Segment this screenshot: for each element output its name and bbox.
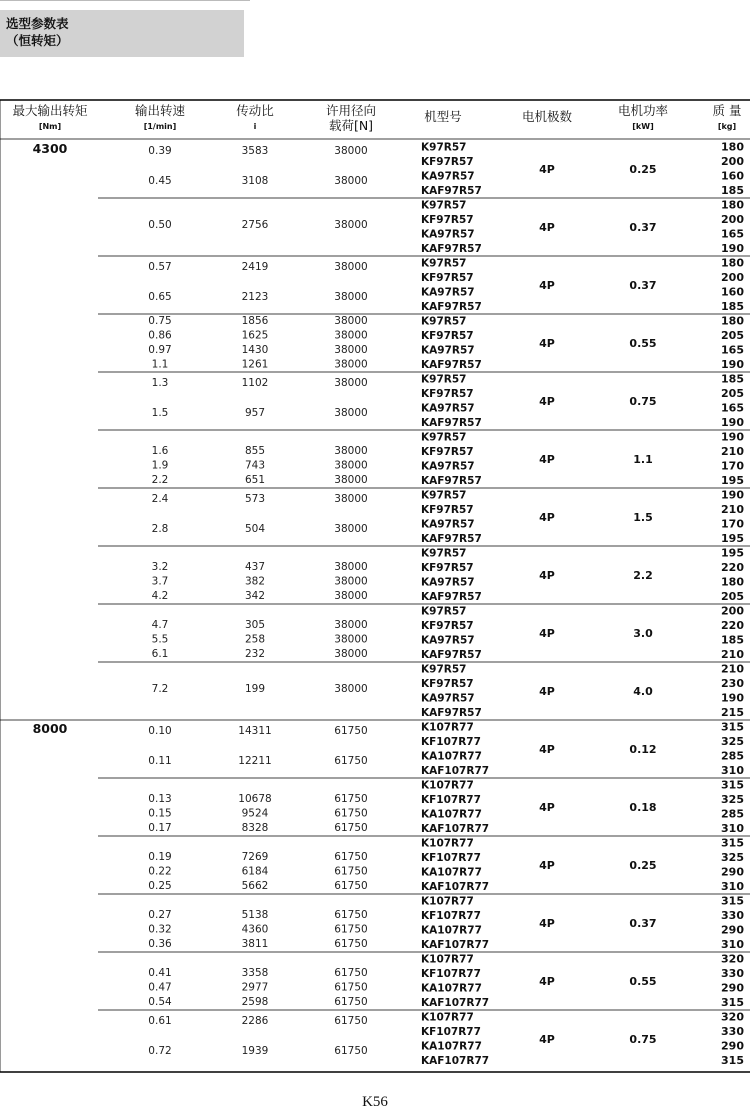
header-load: 许用径向 [325, 103, 377, 118]
radial-load: 61750 [334, 725, 368, 737]
radial-load: 38000 [334, 329, 368, 342]
header-load-line2: 载荷[N] [328, 118, 374, 133]
model-number: KAF107R77 [421, 765, 490, 777]
gear-ratio: 573 [244, 493, 266, 505]
gear-ratio: 957 [244, 407, 266, 419]
mass-value: 190 [721, 691, 744, 705]
gear-ratio: 651 [244, 474, 266, 486]
motor-power: 1.5 [633, 511, 653, 524]
motor-power: 0.75 [629, 1033, 657, 1046]
gear-ratio: 2598 [241, 996, 269, 1008]
output-speed: 4.2 [151, 590, 169, 602]
gear-ratio: 199 [244, 683, 266, 695]
model-number: K107R77 [421, 895, 474, 908]
radial-load: 61750 [334, 822, 368, 834]
output-speed: 0.47 [148, 981, 172, 994]
motor-poles: 4P [539, 569, 555, 582]
parameter-table [0, 99, 750, 1074]
radial-load: 61750 [334, 938, 368, 950]
mass-value: 185 [721, 184, 744, 197]
output-speed: 1.3 [151, 377, 169, 389]
motor-poles: 4P [539, 221, 555, 234]
gear-ratio: 1625 [241, 329, 269, 342]
output-speed: 0.36 [148, 938, 172, 950]
model-number: KA97R57 [421, 518, 475, 531]
model-number: K107R77 [421, 1011, 474, 1024]
radial-load: 61750 [334, 981, 368, 994]
mass-value: 315 [721, 778, 744, 792]
motor-power: 0.25 [629, 859, 657, 872]
gear-ratio: 5662 [241, 880, 269, 892]
gear-ratio: 743 [244, 459, 266, 472]
output-speed: 0.22 [148, 865, 172, 878]
gear-ratio: 855 [244, 445, 266, 457]
header-ratio-unit: i [253, 122, 257, 131]
radial-load: 38000 [334, 459, 368, 472]
output-speed: 0.39 [148, 145, 172, 157]
output-speed: 1.1 [151, 358, 169, 371]
model-number: KA97R57 [421, 344, 475, 357]
model-number: KAF97R57 [421, 301, 482, 313]
mass-value: 330 [721, 909, 744, 922]
model-number: KF107R77 [421, 794, 481, 806]
motor-poles: 4P [539, 627, 555, 640]
model-number: KF97R57 [421, 678, 474, 690]
model-number: KA97R57 [421, 460, 475, 473]
output-speed: 3.2 [151, 561, 169, 573]
output-speed: 0.86 [148, 329, 172, 342]
mass-value: 285 [721, 807, 744, 821]
mass-value: 165 [721, 227, 744, 241]
output-speed: 0.72 [148, 1045, 172, 1057]
model-number: K97R57 [421, 489, 467, 502]
radial-load: 38000 [334, 633, 368, 646]
motor-power: 0.55 [629, 975, 657, 988]
output-speed: 7.2 [151, 683, 169, 695]
mass-value: 210 [721, 648, 744, 661]
mass-value: 190 [721, 358, 744, 371]
motor-poles: 4P [539, 395, 555, 408]
mass-value: 310 [721, 938, 744, 951]
mass-value: 290 [721, 1039, 744, 1053]
mass-value: 195 [721, 532, 744, 545]
motor-poles: 4P [539, 1033, 555, 1046]
motor-poles: 4P [539, 685, 555, 698]
mass-value: 310 [721, 880, 744, 893]
mass-value: 165 [721, 401, 744, 415]
output-speed: 0.13 [148, 793, 172, 805]
motor-poles: 4P [539, 511, 555, 524]
output-speed: 6.1 [151, 648, 169, 660]
model-number: KA107R77 [421, 924, 482, 937]
gear-ratio: 6184 [241, 865, 269, 878]
output-speed: 0.19 [148, 851, 172, 863]
model-number: KAF107R77 [421, 997, 490, 1009]
motor-power: 0.18 [629, 801, 657, 814]
radial-load: 38000 [334, 619, 368, 631]
mass-value: 320 [721, 1010, 744, 1024]
radial-load: 61750 [334, 851, 368, 863]
mass-value: 290 [721, 865, 744, 879]
model-number: KAF97R57 [421, 475, 482, 487]
model-number: K97R57 [421, 315, 467, 328]
mass-value: 180 [721, 314, 744, 328]
gear-ratio: 9524 [241, 807, 269, 820]
model-number: KA97R57 [421, 692, 475, 705]
model-number: KF97R57 [421, 620, 474, 632]
motor-poles: 4P [539, 163, 555, 176]
header-mass: 质 量 [712, 103, 742, 118]
radial-load: 38000 [334, 175, 368, 187]
header-speed-unit: [1/min] [143, 122, 177, 131]
radial-load: 38000 [334, 291, 368, 303]
motor-power: 0.75 [629, 395, 657, 408]
mass-value: 200 [721, 155, 744, 168]
output-speed: 0.10 [148, 725, 172, 737]
mass-value: 205 [721, 590, 744, 603]
motor-poles: 4P [539, 975, 555, 988]
model-number: KF107R77 [421, 910, 481, 922]
motor-power: 3.0 [633, 627, 653, 640]
model-number: KAF107R77 [421, 1055, 490, 1067]
mass-value: 190 [721, 430, 744, 444]
top-rule [0, 0, 250, 1]
motor-poles: 4P [539, 743, 555, 756]
radial-load: 38000 [334, 407, 368, 419]
model-number: KAF97R57 [421, 359, 482, 371]
model-number: K97R57 [421, 605, 467, 618]
gear-ratio: 4360 [241, 923, 269, 936]
motor-power: 2.2 [633, 569, 653, 582]
output-speed: 0.41 [148, 967, 172, 979]
motor-poles: 4P [539, 801, 555, 814]
gear-ratio: 437 [244, 561, 266, 573]
model-number: K107R77 [421, 779, 474, 792]
gear-ratio: 12211 [238, 755, 272, 767]
radial-load: 38000 [334, 358, 368, 371]
gear-ratio: 2756 [241, 219, 269, 231]
model-number: KAF97R57 [421, 185, 482, 197]
header-model: 机型号 [424, 109, 462, 124]
gear-ratio: 2419 [241, 261, 269, 273]
model-number: KAF97R57 [421, 533, 482, 545]
mass-value: 315 [721, 1054, 744, 1067]
radial-load: 38000 [334, 474, 368, 486]
radial-load: 38000 [334, 648, 368, 660]
max-torque-value: 4300 [32, 141, 68, 156]
mass-value: 290 [721, 981, 744, 995]
radial-load: 38000 [334, 493, 368, 505]
radial-load: 61750 [334, 1045, 368, 1057]
model-number: KAF97R57 [421, 243, 482, 255]
mass-value: 285 [721, 749, 744, 763]
header-power-unit: [kW] [632, 122, 654, 131]
header-torque-unit: [Nm] [38, 122, 62, 131]
model-number: KAF107R77 [421, 939, 490, 951]
radial-load: 38000 [334, 445, 368, 457]
gear-ratio: 1261 [241, 358, 269, 371]
radial-load: 38000 [334, 561, 368, 573]
output-speed: 4.7 [151, 619, 169, 631]
title-box [0, 10, 244, 57]
mass-value: 195 [721, 546, 744, 560]
motor-power: 0.25 [629, 163, 657, 176]
mass-value: 210 [721, 503, 744, 516]
header-poles: 电机极数 [521, 109, 573, 124]
mass-value: 215 [721, 706, 744, 719]
model-number: KAF97R57 [421, 417, 482, 429]
gear-ratio: 1430 [241, 344, 269, 356]
mass-value: 185 [721, 633, 744, 647]
model-number: KA107R77 [421, 982, 482, 995]
mass-value: 180 [721, 575, 744, 589]
motor-poles: 4P [539, 337, 555, 350]
mass-value: 330 [721, 967, 744, 980]
radial-load: 61750 [334, 923, 368, 936]
output-speed: 0.61 [148, 1015, 172, 1027]
model-number: K107R77 [421, 721, 474, 734]
mass-value: 310 [721, 764, 744, 777]
model-number: K97R57 [421, 663, 467, 676]
mass-value: 195 [721, 474, 744, 487]
gear-ratio: 8328 [241, 822, 269, 834]
gear-ratio: 10678 [238, 793, 272, 805]
mass-value: 310 [721, 822, 744, 835]
gear-ratio: 305 [244, 619, 266, 631]
output-speed: 0.57 [148, 261, 172, 273]
mass-value: 190 [721, 488, 744, 502]
model-number: KA97R57 [421, 402, 475, 415]
mass-value: 325 [721, 851, 744, 864]
output-speed: 5.5 [151, 633, 169, 646]
radial-load: 38000 [334, 523, 368, 535]
radial-load: 61750 [334, 909, 368, 921]
radial-load: 61750 [334, 880, 368, 892]
mass-value: 185 [721, 372, 744, 386]
model-number: KA97R57 [421, 576, 475, 589]
model-number: K97R57 [421, 199, 467, 212]
output-speed: 0.54 [148, 996, 172, 1008]
title-line1: 选型参数表 [6, 16, 69, 31]
motor-poles: 4P [539, 279, 555, 292]
motor-power: 0.37 [629, 279, 657, 292]
model-number: KAF97R57 [421, 591, 482, 603]
page-number: K56 [362, 1094, 388, 1110]
model-number: K107R77 [421, 953, 474, 966]
mass-value: 220 [721, 561, 744, 574]
radial-load: 38000 [334, 315, 368, 327]
motor-power: 0.55 [629, 337, 657, 350]
gear-ratio: 1102 [241, 377, 269, 389]
radial-load: 61750 [334, 755, 368, 767]
mass-value: 165 [721, 343, 744, 357]
title-line2: （恒转矩） [6, 33, 69, 48]
mass-value: 315 [721, 720, 744, 734]
mass-value: 315 [721, 996, 744, 1009]
model-number: K97R57 [421, 431, 467, 444]
max-torque-value: 8000 [32, 721, 68, 736]
mass-value: 160 [721, 285, 744, 299]
mass-value: 210 [721, 662, 744, 676]
gear-ratio: 2286 [241, 1015, 269, 1027]
model-number: KA107R77 [421, 866, 482, 879]
motor-power: 1.1 [633, 453, 653, 466]
model-number: KA97R57 [421, 286, 475, 299]
motor-poles: 4P [539, 917, 555, 930]
gear-ratio: 504 [244, 523, 266, 535]
mass-value: 180 [721, 140, 744, 154]
mass-value: 205 [721, 387, 744, 400]
output-speed: 0.50 [148, 219, 172, 231]
gear-ratio: 1856 [241, 315, 269, 327]
mass-value: 230 [721, 677, 744, 690]
output-speed: 1.6 [151, 445, 169, 457]
model-number: KF97R57 [421, 446, 474, 458]
model-number: KF107R77 [421, 852, 481, 864]
radial-load: 61750 [334, 1015, 368, 1027]
mass-value: 290 [721, 923, 744, 937]
header-torque: 最大输出转矩 [12, 103, 88, 118]
motor-power: 4.0 [633, 685, 653, 698]
mass-value: 180 [721, 256, 744, 270]
mass-value: 325 [721, 793, 744, 806]
output-speed: 0.25 [148, 880, 172, 892]
model-number: KF97R57 [421, 272, 474, 284]
motor-poles: 4P [539, 859, 555, 872]
radial-load: 38000 [334, 683, 368, 695]
mass-value: 315 [721, 894, 744, 908]
radial-load: 38000 [334, 377, 368, 389]
model-number: KF107R77 [421, 736, 481, 748]
header-power: 电机功率 [617, 103, 669, 118]
model-number: KF97R57 [421, 214, 474, 226]
motor-power: 0.12 [629, 743, 657, 756]
output-speed: 2.8 [151, 523, 169, 535]
header-mass-unit: [kg] [717, 122, 737, 131]
radial-load: 61750 [334, 865, 368, 878]
model-number: KA107R77 [421, 808, 482, 821]
radial-load: 61750 [334, 996, 368, 1008]
model-number: K107R77 [421, 837, 474, 850]
model-number: KF97R57 [421, 330, 474, 342]
radial-load: 38000 [334, 575, 368, 588]
model-number: KF97R57 [421, 504, 474, 516]
gear-ratio: 2977 [241, 981, 269, 994]
mass-value: 325 [721, 735, 744, 748]
motor-power: 0.37 [629, 917, 657, 930]
gear-ratio: 3583 [241, 145, 269, 157]
gear-ratio: 3811 [241, 938, 269, 950]
radial-load: 38000 [334, 344, 368, 356]
mass-value: 170 [721, 517, 744, 531]
model-number: K97R57 [421, 257, 467, 270]
header-ratio: 传动比 [236, 103, 274, 118]
output-speed: 1.5 [151, 407, 169, 419]
mass-value: 200 [721, 213, 744, 226]
output-speed: 2.2 [151, 474, 169, 486]
output-speed: 1.9 [151, 459, 169, 472]
gear-ratio: 7269 [241, 851, 269, 863]
model-number: KA107R77 [421, 1040, 482, 1053]
output-speed: 3.7 [151, 575, 169, 588]
gear-ratio: 14311 [238, 725, 272, 737]
output-speed: 0.15 [148, 807, 172, 820]
model-number: K97R57 [421, 547, 467, 560]
radial-load: 61750 [334, 793, 368, 805]
model-number: KA97R57 [421, 228, 475, 241]
model-number: KF107R77 [421, 968, 481, 980]
mass-value: 160 [721, 169, 744, 183]
mass-value: 170 [721, 459, 744, 473]
radial-load: 38000 [334, 590, 368, 602]
gear-ratio: 1939 [241, 1045, 269, 1057]
output-speed: 0.65 [148, 291, 172, 303]
model-number: K97R57 [421, 373, 467, 386]
mass-value: 210 [721, 445, 744, 458]
model-number: KAF107R77 [421, 881, 490, 893]
mass-value: 180 [721, 198, 744, 212]
model-number: KA97R57 [421, 170, 475, 183]
output-speed: 0.97 [148, 344, 172, 356]
model-number: KA97R57 [421, 634, 475, 647]
model-number: KF97R57 [421, 156, 474, 168]
radial-load: 61750 [334, 967, 368, 979]
output-speed: 0.17 [148, 822, 172, 834]
radial-load: 38000 [334, 261, 368, 273]
mass-value: 190 [721, 416, 744, 429]
model-number: KAF97R57 [421, 649, 482, 661]
mass-value: 330 [721, 1025, 744, 1038]
motor-poles: 4P [539, 453, 555, 466]
output-speed: 0.45 [148, 175, 172, 187]
motor-power: 0.37 [629, 221, 657, 234]
gear-ratio: 2123 [241, 291, 269, 303]
header-speed: 输出转速 [134, 103, 186, 118]
mass-value: 190 [721, 242, 744, 255]
model-number: KAF107R77 [421, 823, 490, 835]
gear-ratio: 342 [244, 590, 266, 602]
gear-ratio: 258 [244, 633, 266, 646]
output-speed: 0.11 [148, 755, 172, 767]
mass-value: 200 [721, 271, 744, 284]
gear-ratio: 382 [244, 575, 266, 588]
mass-value: 315 [721, 836, 744, 850]
gear-ratio: 3108 [241, 175, 269, 187]
mass-value: 205 [721, 329, 744, 342]
model-number: KF107R77 [421, 1026, 481, 1038]
model-number: KF97R57 [421, 388, 474, 400]
model-number: K97R57 [421, 141, 467, 154]
output-speed: 0.75 [148, 315, 172, 327]
radial-load: 61750 [334, 807, 368, 820]
mass-value: 185 [721, 300, 744, 313]
output-speed: 0.32 [148, 923, 172, 936]
model-number: KAF97R57 [421, 707, 482, 719]
mass-value: 320 [721, 952, 744, 966]
model-number: KF97R57 [421, 562, 474, 574]
gear-ratio: 5138 [241, 909, 269, 921]
output-speed: 0.27 [148, 909, 172, 921]
gear-ratio: 3358 [241, 967, 269, 979]
model-number: KA107R77 [421, 750, 482, 763]
mass-value: 220 [721, 619, 744, 632]
output-speed: 2.4 [151, 493, 169, 505]
mass-value: 200 [721, 604, 744, 618]
gear-ratio: 232 [244, 648, 266, 660]
radial-load: 38000 [334, 219, 368, 231]
radial-load: 38000 [334, 145, 368, 157]
